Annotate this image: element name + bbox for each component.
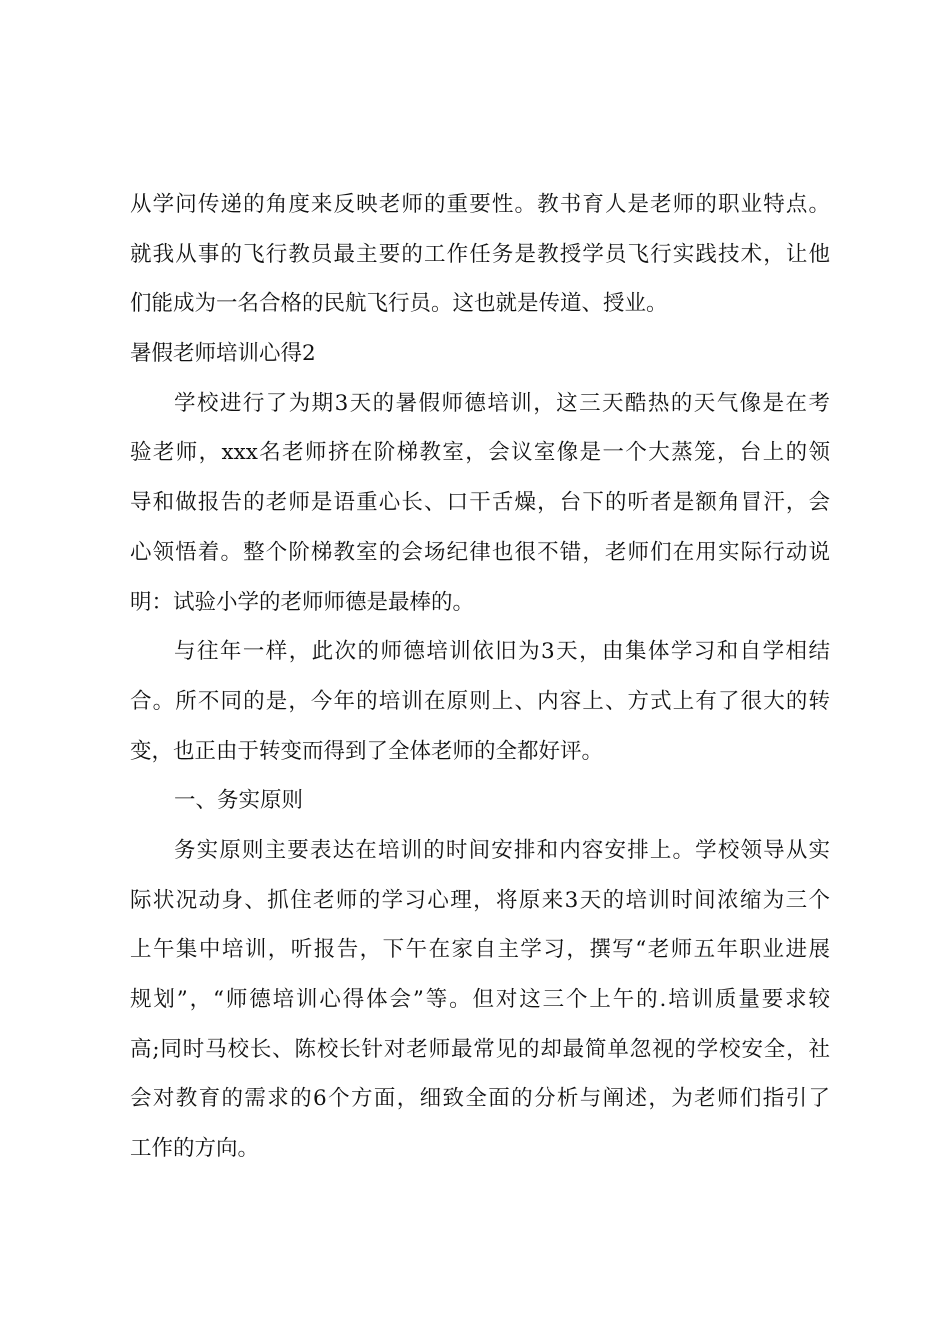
paragraph: [130, 627, 830, 776]
paragraph-line: 与往年一样，此次的师德培训依旧为3天，由集体学习和自学相结: [174, 639, 830, 665]
document-body: [130, 180, 830, 1174]
paragraph-line: 变，也正由于转变而得到了全体老师的全都好评。: [130, 738, 604, 764]
paragraph-line: 学校进行了为期3天的暑假师德培训，这三天酷热的天气像是在考: [174, 390, 830, 416]
document-heading: [130, 329, 830, 379]
heading-title: 暑假老师培训心得2: [130, 341, 316, 367]
paragraph: [130, 379, 830, 627]
paragraph-line: 规划”，“师德培训心得体会”等。但对这三个上午的.培训质量要求较: [130, 987, 830, 1012]
paragraph-line: 工作的方向。: [130, 1136, 260, 1162]
paragraph-line: 心领悟着。整个阶梯教室的会场纪律也很不错，老师们在用实际行动说: [130, 539, 830, 565]
paragraph-line: 务实原则主要表达在培训的时间安排和内容安排上。学校领导从实: [174, 837, 830, 863]
paragraph-line: 上午集中培训，听报告，下午在家自主学习，撰写“老师五年职业进展: [130, 937, 830, 963]
paragraph-line: 明：试验小学的老师师德是最棒的。: [130, 589, 475, 615]
paragraph-line: 合。所不同的是，今年的培训在原则上、内容上、方式上有了很大的转: [130, 688, 830, 714]
section-title: 一、务实原则: [174, 788, 304, 814]
paragraph: [130, 826, 830, 1174]
paragraph-continuation: [130, 180, 830, 329]
paragraph-line: 们能成为一名合格的民航飞行员。这也就是传道、授业。: [130, 291, 668, 317]
paragraph-line: 会对教育的需求的6个方面，细致全面的分析与阐述，为老师们指引了: [130, 1086, 830, 1112]
paragraph-line: 导和做报告的老师是语重心长、口干舌燥，台下的听者是额角冒汗，会: [130, 490, 830, 516]
paragraph-line: 从学问传递的角度来反映老师的重要性。教书育人是老师的职业特点。: [130, 192, 830, 217]
paragraph-line: 际状况动身、抓住老师的学习心理，将原来3天的培训时间浓缩为三个: [130, 887, 830, 913]
paragraph-line: 高;同时马校长、陈校长针对老师最常见的却最简单忽视的学校安全，社: [130, 1036, 830, 1062]
paragraph-line: 验老师，xxx名老师挤在阶梯教室，会议室像是一个大蒸笼，台上的领: [130, 440, 830, 466]
section-heading: [130, 776, 830, 826]
paragraph-line: 就我从事的飞行教员最主要的工作任务是教授学员飞行实践技术，让他: [130, 241, 830, 267]
